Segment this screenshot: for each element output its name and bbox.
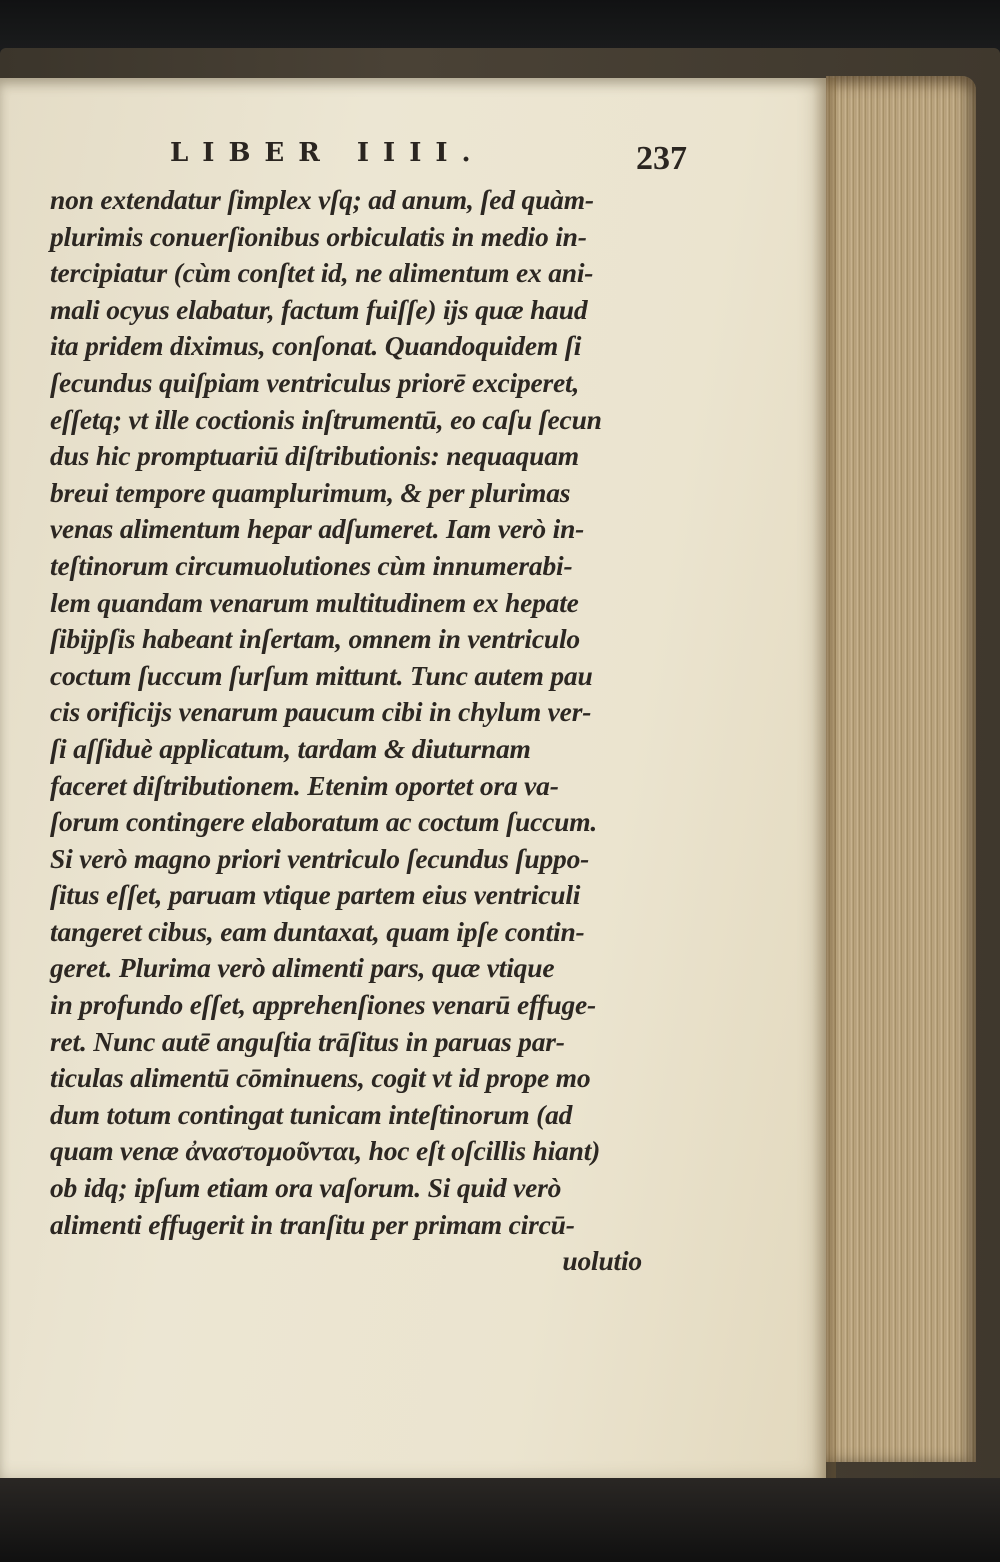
text-line: dum totum contingat tunicam inteſtinorum (ad: [50, 1098, 573, 1130]
text-line: ret. Nunc autē anguſtia trāſitus in paruas par-: [50, 1025, 565, 1057]
text-line: ſorum contingere elaboratum ac coctum ſuccum.: [50, 806, 598, 838]
text-line: teſtinorum circumuolutiones cùm innumerabi-: [50, 549, 573, 581]
text-line: tangeret cibus, eam duntaxat, quam ipſe contin-: [50, 915, 585, 947]
background-bottom: [0, 1478, 1000, 1562]
text-line: ita pridem diximus, conſonat. Quandoquidem ſi: [50, 330, 582, 362]
text-line: coctum ſuccum ſurſum mittunt. Tunc autem pau: [50, 659, 593, 691]
text-line: geret. Plurima verò alimenti pars, quæ vtique: [50, 952, 555, 984]
body-text: [50, 182, 660, 1280]
text-line: ſecundus quiſpiam ventriculus priorē exciperet,: [50, 366, 580, 398]
text-line: eſſetq; vt ille coctionis inſtrumentū, eo caſu ſecun: [50, 403, 602, 435]
text-line: tercipiatur (cùm conſtet id, ne alimentum ex ani-: [50, 257, 594, 289]
text-line: quam venæ ἀναστομοῦνται, hoc eſt oſcillis hiant): [50, 1135, 601, 1167]
text-line: mali ocyus elabatur, factum fuiſſe) ijs quæ haud: [50, 293, 588, 325]
text-line: Si verò magno priori ventriculo ſecundus ſuppo-: [50, 842, 590, 874]
text-line: ſi aſſiduè applicatum, tardam & diuturnam: [50, 732, 531, 764]
text-line: non extendatur ſimplex vſq; ad anum, ſed quàm-: [50, 184, 594, 215]
gutter-shadow: [812, 78, 836, 1478]
text-line: ſibijpſis habeant inſertam, omnem in ventriculo: [50, 623, 580, 655]
text-line: breui tempore quamplurimum, & per plurimas: [50, 476, 571, 508]
text-line: dus hic promptuariū diſtributionis: nequaquam: [50, 440, 579, 472]
running-head: LIBER IIII.: [170, 138, 485, 168]
catchword: uolutio: [562, 1245, 642, 1277]
text-line: faceret diſtributionem. Etenim oportet ora va-: [50, 769, 559, 801]
text-line: venas alimentum hepar adſumeret. Iam verò in-: [50, 513, 585, 545]
page-number: 237: [636, 140, 687, 177]
text-line: ticulas alimentū cōminuens, cogit vt id prope mo: [50, 1062, 591, 1094]
text-line: cis orificijs venarum paucum cibi in chylum ver-: [50, 696, 592, 728]
page-edges: [826, 76, 976, 1462]
text-line: plurimis conuerſionibus orbiculatis in medio in-: [50, 220, 587, 252]
text-line: lem quandam venarum multitudinem ex hepate: [50, 586, 579, 618]
text-line: ſitus eſſet, paruam vtique partem eius ventriculi: [50, 879, 581, 911]
text-line: alimenti effugerit in tranſitu per primam circū-: [50, 1208, 575, 1240]
text-line: in profundo eſſet, apprehenſiones venarū effuge-: [50, 989, 596, 1021]
text-line: ob idq; ipſum etiam ora vaſorum. Si quid verò: [50, 1172, 562, 1204]
